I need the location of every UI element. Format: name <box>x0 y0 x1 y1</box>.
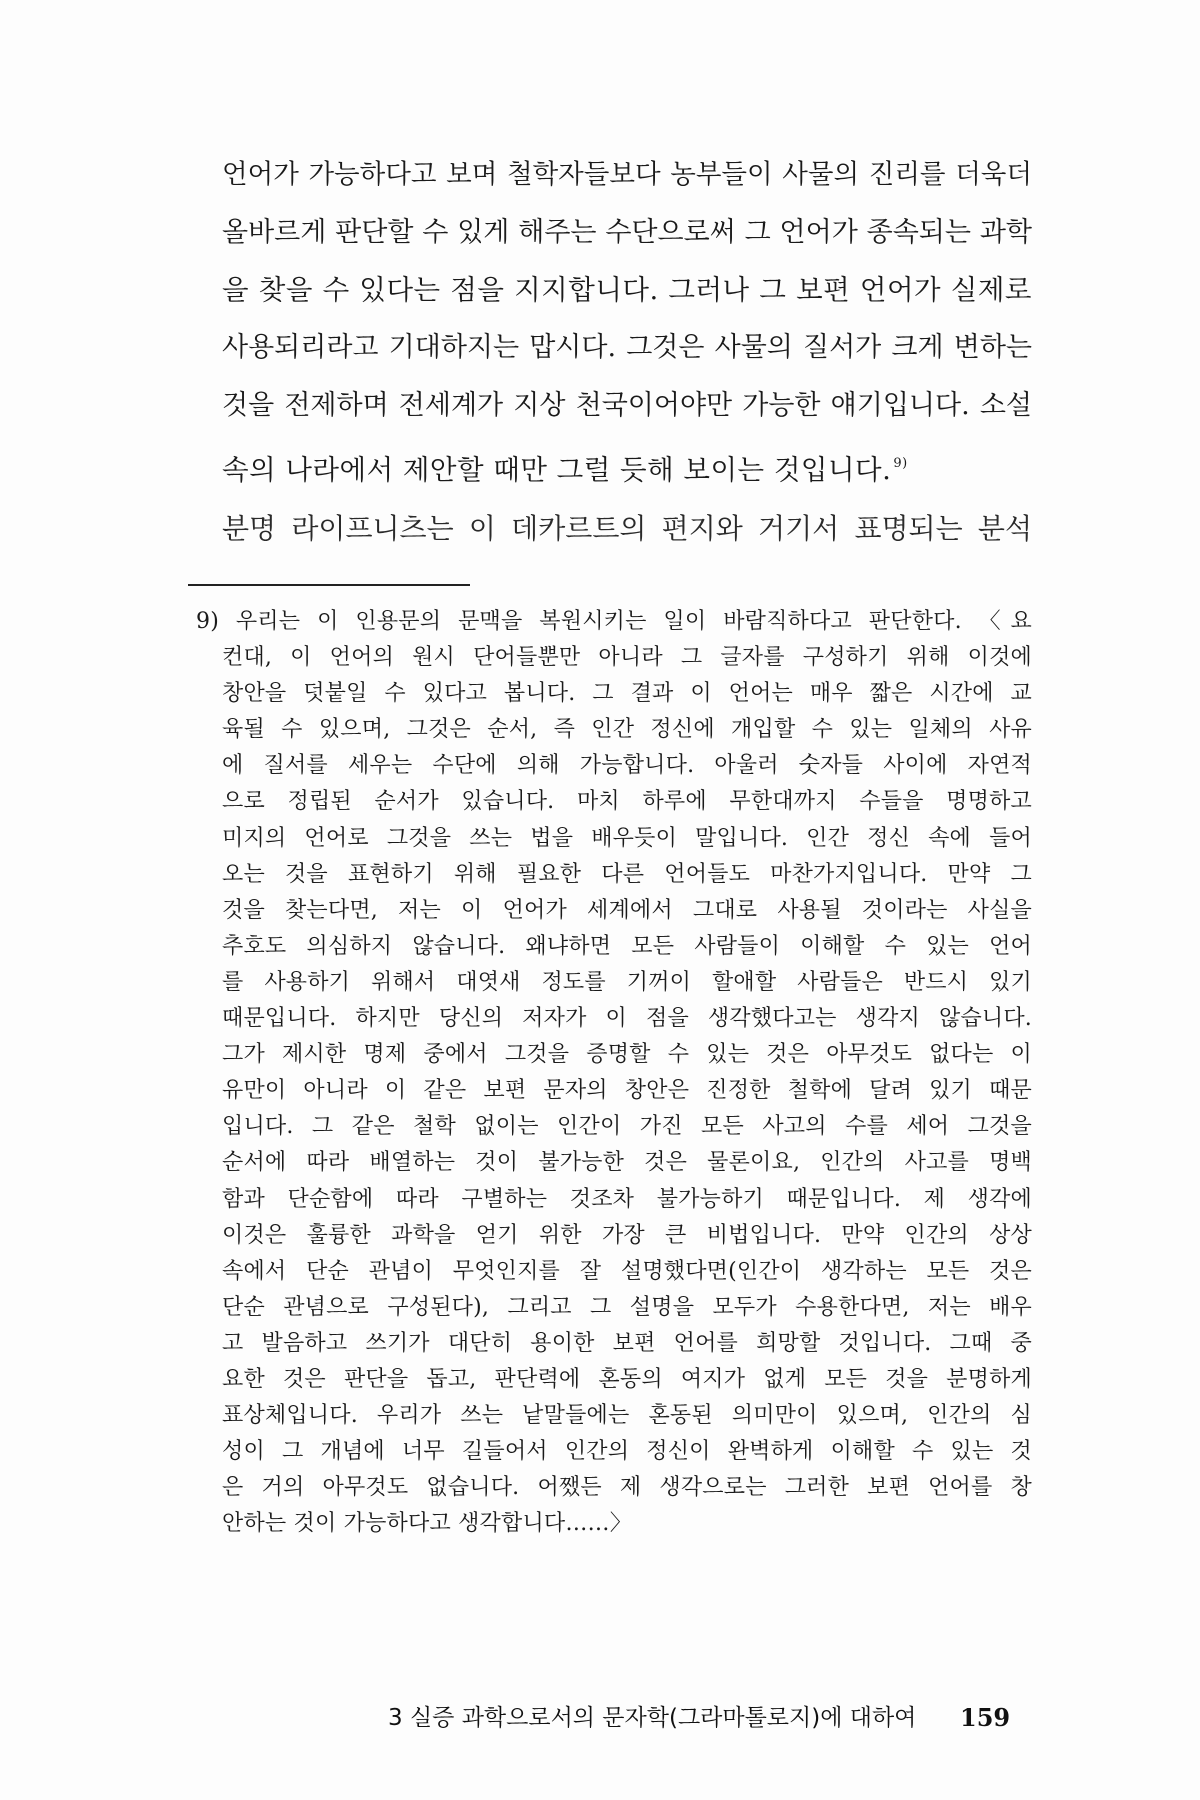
running-footer-title: 3 실증 과학으로서의 문자학(그라마톨로지)에 대하여 <box>388 1705 917 1731</box>
footnote-line: 컨대, 이 언어의 원시 단어들뿐만 아니라 그 글자를 구성하기 위해 이것에 <box>222 645 1032 671</box>
footnote-line: 오는 것을 표현하기 위해 필요한 다른 언어들도 마찬가지입니다. 만약 그 <box>222 861 1032 887</box>
footnote-line: 에 질서를 세우는 수단에 의해 가능합니다. 아울러 숫자들 사이에 자연적 <box>222 753 1032 779</box>
body-line: 사용되리라고 기대하지는 맙시다. 그것은 사물의 질서가 크게 변하는 <box>222 332 1032 364</box>
footnote-line: 이것은 훌륭한 과학을 얻기 위한 가장 큰 비법입니다. 만약 인간의 상상 <box>222 1222 1032 1248</box>
footnote-line: 유만이 아니라 이 같은 보편 문자의 창안은 진정한 철학에 달려 있기 때문 <box>222 1078 1032 1104</box>
footnote-9 <box>196 604 1032 1542</box>
footnote-line: 창안을 덧붙일 수 있다고 봅니다. 그 결과 이 언어는 매우 짧은 시간에 교 <box>222 681 1032 707</box>
page-number: 159 <box>960 1703 1011 1732</box>
body-line-last <box>222 435 1032 493</box>
footnote-line: 으로 정립된 순서가 있습니다. 마치 하루에 무한대까지 수들을 명명하고 <box>222 789 1032 815</box>
body-line: 언어가 가능하다고 보며 철학자들보다 농부들이 사물의 진리를 더욱더 <box>222 159 1032 190</box>
footnote-line: 추호도 의심하지 않습니다. 왜냐하면 모든 사람들이 이해할 수 있는 언어 <box>222 933 1032 959</box>
body-line: 을 찾을 수 있다는 점을 지지합니다. 그러나 그 보편 언어가 실제로 <box>222 273 1032 306</box>
footnote-line: 표상체입니다. 우리가 쓰는 낱말들에는 혼동된 의미만이 있으며, 인간의 심 <box>222 1403 1032 1429</box>
footnote-line: 속에서 단순 관념이 무엇인지를 잘 설명했다면(인간이 생각하는 모든 것은 <box>222 1258 1032 1284</box>
footnote-line: 입니다. 그 같은 철학 없이는 인간이 가진 모든 사고의 수를 세어 그것을 <box>222 1114 1032 1140</box>
footnote-line-last: 안하는 것이 가능하다고 생각합니다……〉 <box>222 1511 632 1537</box>
body-paragraph <box>222 146 1032 493</box>
footnote-line: 함과 단순함에 따라 구별하는 것조차 불가능하기 때문입니다. 제 생각에 <box>222 1186 1032 1212</box>
body-line: 것을 전제하며 전세계가 지상 천국이어야만 가능한 얘기입니다. 소설 <box>222 390 1032 422</box>
footnote-line: 단순 관념으로 구성된다), 그리고 그 설명을 모두가 수용한다면, 저는 배우 <box>222 1294 1032 1320</box>
footnote-line: 순서에 따라 배열하는 것이 불가능한 것은 물론이요, 인간의 사고를 명백 <box>222 1150 1032 1176</box>
footnote-line: 은 거의 아무것도 없습니다. 어쨌든 제 생각으로는 그러한 보편 언어를 창 <box>222 1475 1032 1501</box>
paragraph-2-first-line: 분명 라이프니츠는 이 데카르트의 편지와 거기서 표명되는 분석 <box>222 512 1032 545</box>
footnote-line: 를 사용하기 위해서 대엿새 정도를 기꺼이 할애할 사람들은 반드시 있기 <box>222 969 1032 995</box>
footnote-line: 그가 제시한 명제 중에서 그것을 증명할 수 있는 것은 아무것도 없다는 이 <box>222 1042 1032 1068</box>
footnote-line: 고 발음하고 쓰기가 대단히 용이한 보편 언어를 희망할 것입니다. 그때 중 <box>222 1330 1032 1356</box>
footnote-line: 요한 것은 판단을 돕고, 판단력에 혼동의 여지가 없게 모든 것을 분명하게 <box>222 1366 1032 1392</box>
footnote-line: 9) 우리는 이 인용문의 문맥을 복원시키는 일이 바람직하다고 판단한다. 〈요 <box>196 609 1032 634</box>
body-line-text: 속의 나라에서 제안할 때만 그럴 듯해 보이는 것입니다. <box>222 453 892 486</box>
footnote-line: 미지의 언어로 그것을 쓰는 법을 배우듯이 말입니다. 인간 정신 속에 들어 <box>222 825 1032 851</box>
footnote-line: 때문입니다. 하지만 당신의 저자가 이 점을 생각했다고는 생각지 않습니다. <box>222 1006 1032 1032</box>
footnote-line: 것을 찾는다면, 저는 이 언어가 세계에서 그대로 사용될 것이라는 사실을 <box>222 897 1032 923</box>
body-line: 올바르게 판단할 수 있게 해주는 수단으로써 그 언어가 종속되는 과학 <box>222 216 1032 248</box>
footnote-reference: 9) <box>893 455 908 471</box>
footnote-line: 성이 그 개념에 너무 길들어서 인간의 정신이 완벽하게 이해할 수 있는 것 <box>222 1439 1032 1465</box>
footnote-line: 육될 수 있으며, 그것은 순서, 즉 인간 정신에 개입할 수 있는 일체의 사유 <box>222 717 1032 743</box>
footnote-separator-rule <box>188 584 470 586</box>
